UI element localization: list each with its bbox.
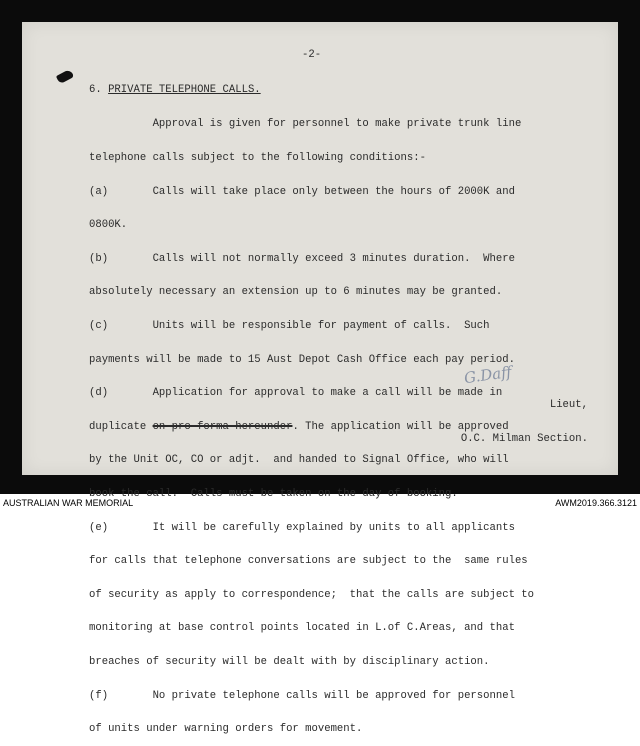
footer-accession-number: AWM2019.366.3121 (555, 498, 637, 508)
body-line: Approval is given for personnel to make private trunk line (152, 118, 522, 131)
body-line: book the call. Calls must be taken on the day of booking. (89, 487, 458, 500)
body-line: (f) No private telephone calls will be approved for personnel (89, 689, 515, 702)
body-line: (e) It will be carefully explained by units to all applicants (89, 521, 515, 534)
body-line-with-strikeout: duplicate on pro forma hereunder. The application will be approved (89, 420, 509, 433)
page-number: -2- (302, 49, 322, 61)
body-line: 0800K. (89, 219, 128, 232)
body-line: telephone calls subject to the following conditions:- (89, 152, 426, 164)
signatory-rank: Lieut, (549, 399, 588, 412)
signatory-unit: O.C. Milman Section. (460, 433, 588, 445)
body-line: payments will be made to 15 Aust Depot Cash Office each pay period. (89, 353, 515, 366)
body-line: of security as apply to correspondence; that the calls are subject to (89, 588, 535, 601)
footer-bar (0, 498, 640, 511)
section-heading (89, 85, 261, 96)
body-line: absolutely necessary an extension up to 6 minutes may be granted. (89, 286, 503, 299)
handwritten-signature: G.Daff (462, 362, 513, 388)
body-line: (c) Units will be responsible for payment of calls. Such (89, 319, 490, 332)
struck-out-text: on pro forma hereunder (152, 420, 293, 433)
body-line: (d) Application for approval to make a call will be made in (89, 387, 503, 400)
section-number: 6. (89, 84, 102, 96)
section-title: PRIVATE TELEPHONE CALLS. (108, 84, 261, 96)
body-line: (a) Calls will take place only between the hours of 2000K and (89, 185, 515, 198)
footer-institution: AUSTRALIAN WAR MEMORIAL (3, 498, 134, 508)
body-line: breaches of security will be dealt with by disciplinary action. (89, 655, 490, 668)
body-line: of units under warning orders for movement. (89, 723, 363, 736)
body-line: by the Unit OC, CO or adjt. and handed to Signal Office, who will (89, 454, 509, 467)
signature-block (446, 378, 588, 456)
ink-smudge (56, 69, 74, 84)
body-line: monitoring at base control points located in L.of C.Areas, and that (89, 622, 515, 635)
body-line: for calls that telephone conversations are subject to the same rules (89, 555, 528, 568)
body-line: (b) Calls will not normally exceed 3 minutes duration. Where (89, 252, 515, 265)
